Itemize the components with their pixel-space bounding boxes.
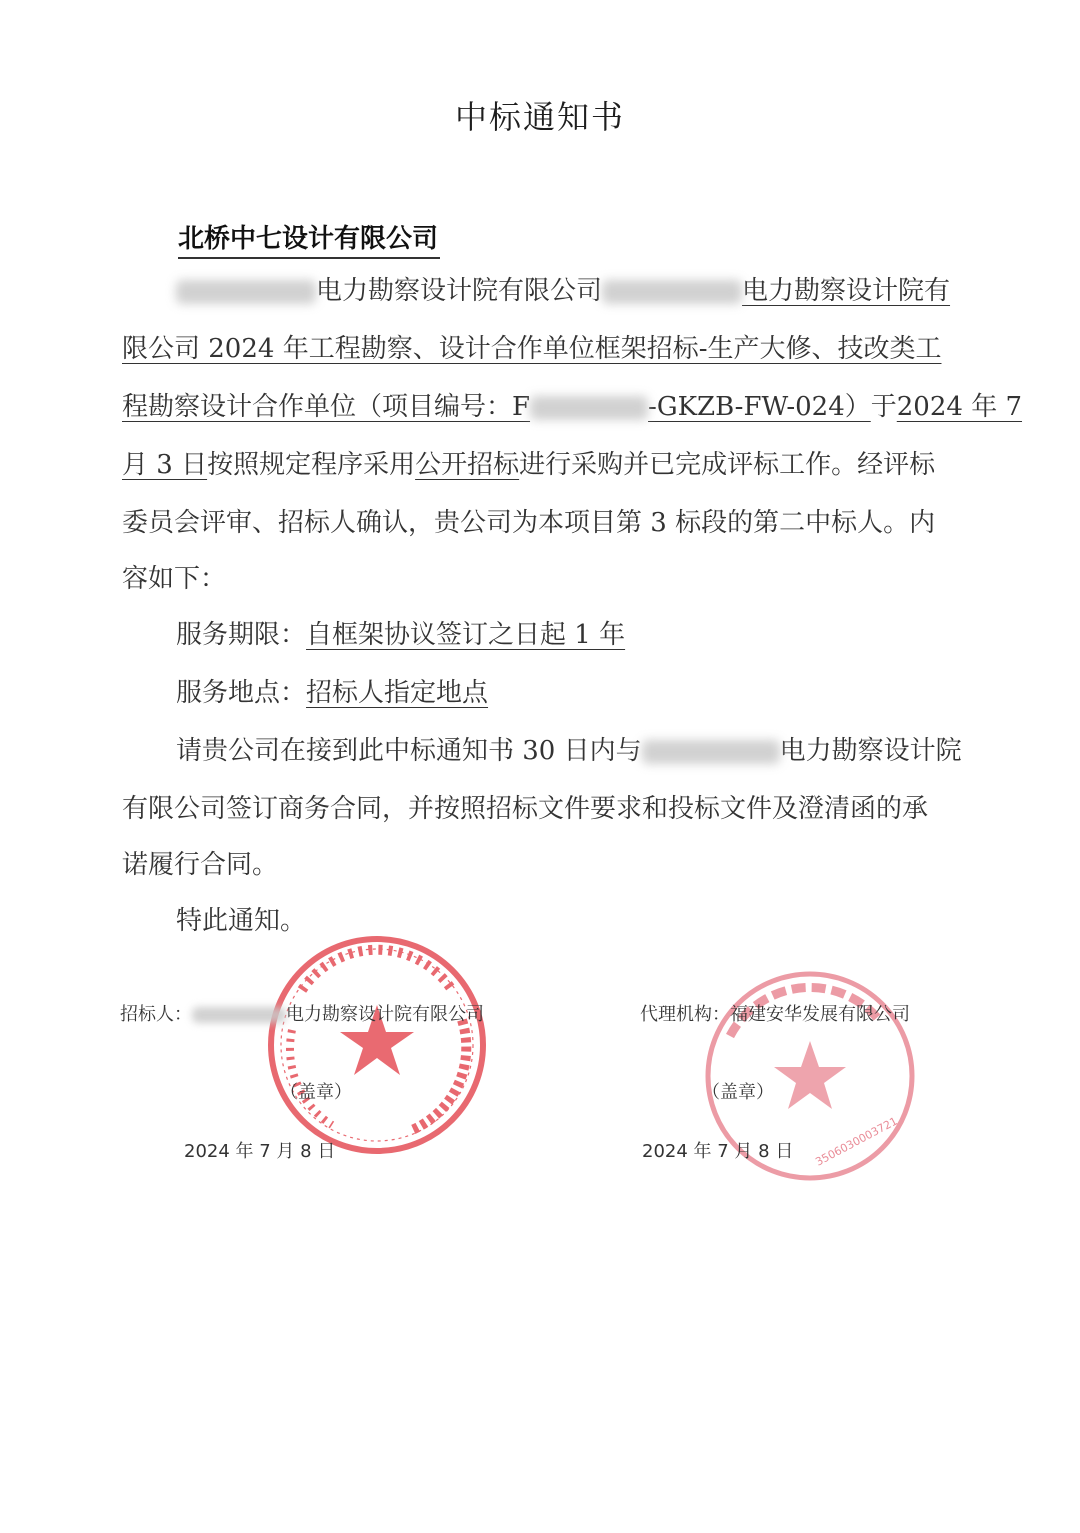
text-segment: 电力勘察设计院有限公司 [316, 276, 603, 306]
paragraph-2-line-3: 诺履行合同。 [122, 850, 279, 880]
service-period [176, 614, 625, 651]
paragraph-1-line-2 [122, 328, 941, 365]
tenderer-official-seal [262, 930, 492, 1160]
agent-seal-number: 3506030003721 [813, 1114, 900, 1169]
service-location-value: 招标人指定地点 [306, 678, 489, 708]
text-segment: 电力勘察设计院 [779, 736, 962, 766]
project-number-suffix: -GKZB-FW-024） [648, 392, 871, 422]
agent-date: 2024 年 7 月 8 日 [642, 1141, 794, 1162]
procurement-method: 公开招标 [415, 450, 520, 480]
redacted-text [602, 280, 742, 304]
closing-text: 特此通知。 [176, 906, 307, 936]
text-segment: 请贵公司在接到此中标通知书 30 日内与 [176, 736, 642, 766]
service-period-label: 服务期限： [176, 620, 307, 650]
agent-label: 代理机构： [640, 1004, 730, 1025]
text-segment: 按照规定程序采用 [207, 450, 416, 480]
redacted-text [530, 396, 648, 420]
document-title: 中标通知书 [454, 98, 625, 136]
service-period-value: 自框架协议签订之日起 1 年 [306, 620, 626, 650]
agent-seal-note: （盖章） [702, 1082, 774, 1103]
paragraph-1-line-1 [176, 270, 950, 307]
project-name-text: 限公司 2024 年工程勘察、设计合作单位框架招标-生产大修、技改类工 [122, 334, 942, 364]
agent-name: 福建安华发展有限公司 [730, 1004, 910, 1025]
paragraph-1-line-4 [122, 444, 935, 481]
project-number-label: 程勘察设计合作单位（项目编号：F [122, 392, 531, 422]
redacted-text [192, 1007, 286, 1023]
paragraph-2-line-2: 有限公司签订商务合同，并按照招标文件要求和投标文件及澄清函的承 [122, 794, 929, 824]
date-text: 月 3 日 [122, 450, 208, 480]
paragraph-1-line-3 [122, 386, 1022, 423]
text-segment: 进行采购并已完成评标工作。经评标 [519, 450, 936, 480]
paragraph-2-line-1 [176, 730, 962, 767]
redacted-text [642, 740, 780, 764]
text-segment: 于 [870, 392, 897, 422]
tenderer-label: 招标人： [120, 1004, 192, 1025]
text-segment: 电力勘察设计院有 [742, 276, 951, 306]
service-location-label: 服务地点： [176, 678, 307, 708]
tenderer-line [120, 1000, 484, 1026]
paragraph-1-line-6: 容如下： [122, 564, 227, 594]
tenderer-name: 电力勘察设计院有限公司 [286, 1004, 484, 1025]
date-text: 2024 年 7 [896, 392, 1023, 422]
tenderer-date: 2024 年 7 月 8 日 [184, 1141, 336, 1162]
service-location [176, 672, 488, 709]
redacted-text [176, 280, 316, 304]
recipient-name: 北桥中七设计有限公司 [178, 218, 440, 259]
agent-line [640, 1000, 910, 1026]
tenderer-seal-note: （盖章） [280, 1082, 352, 1103]
paragraph-1-line-5: 委员会评审、招标人确认，贵公司为本项目第 3 标段的第二中标人。内 [122, 508, 936, 538]
